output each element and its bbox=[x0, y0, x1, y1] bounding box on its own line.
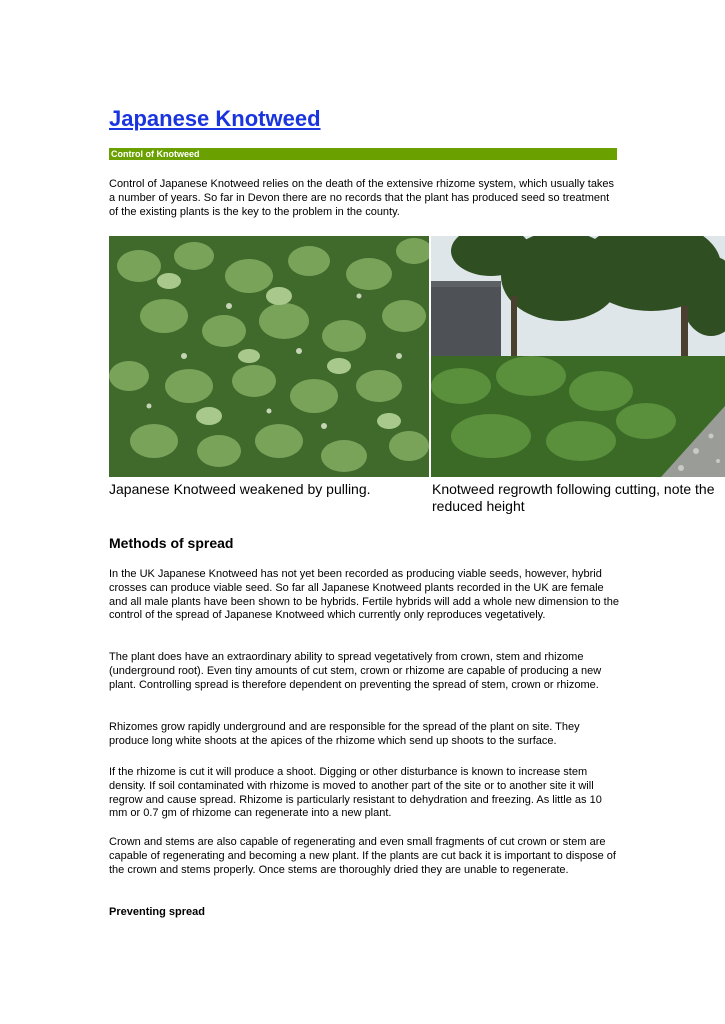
paragraph-viable-seeds: In the UK Japanese Knotweed has not yet been recorded as producing viable seeds, however, hybrid crosses can produce viable seed. So far all Japanese Knotweed plants recorded in the UK are female and all male plants have been shown to be hybrids. Fertile hybrids will add a whole new dimension to the control of the spread of Japanese Knotweed which currently only reproduces vegetatively. bbox=[109, 568, 619, 622]
paragraph-crown-stems: Crown and stems are also capable of regenerating and even small fragments of cut crown or stem are capable of regenerating and becoming a new plant. If the plants are cut back it is important to dispose of the crown and stems properly. Once stems are thoroughly dried they are unable to regenerate. bbox=[109, 836, 616, 876]
paragraph-rhizome-cut: If the rhizome is cut it will produce a shoot. Digging or other disturbance is known to increase stem density. If soil contaminated with rhizome is moved to another part of the site or to another site it will regrow and cause spread. Rhizome is particularly resistant to dehydration and freezing. As little as 10 mm or 0.7 gm of rhizome can regenerate into a new plant. bbox=[109, 766, 602, 820]
photo-caption-pulling: Japanese Knotweed weakened by pulling. bbox=[109, 481, 371, 497]
paragraph-rhizome-growth: Rhizomes grow rapidly underground and are responsible for the spread of the plant on site. They produce long white shoots at the apices of the rhizome which send up shoots to the surface. bbox=[109, 721, 580, 747]
page-title-link[interactable]: Japanese Knotweed bbox=[109, 106, 321, 131]
section-bar-control: Control of Knotweed bbox=[109, 148, 617, 160]
methods-of-spread-heading: Methods of spread bbox=[109, 535, 234, 551]
knotweed-leaves-photo bbox=[109, 236, 429, 477]
photo-caption-regrowth: Knotweed regrowth following cutting, note the reduced height bbox=[432, 481, 715, 514]
knotweed-regrowth-photo bbox=[431, 236, 725, 477]
paragraph-vegetative-spread: The plant does have an extraordinary ability to spread vegetatively from crown, stem and rhizome (underground root). Even tiny amounts of cut stem, crown or rhizome are capable of producing a new plant. Controlling spread is therefore dependent on preventing the spread of stem, crown or rhizome. bbox=[109, 651, 602, 691]
intro-paragraph: Control of Japanese Knotweed relies on the death of the extensive rhizome system, which usually takes a number of years. So far in Devon there are no records that the plant has produced seed so treatment of the existing plants is the key to the problem in the county. bbox=[109, 178, 615, 218]
preventing-spread-heading: Preventing spread bbox=[109, 906, 205, 918]
